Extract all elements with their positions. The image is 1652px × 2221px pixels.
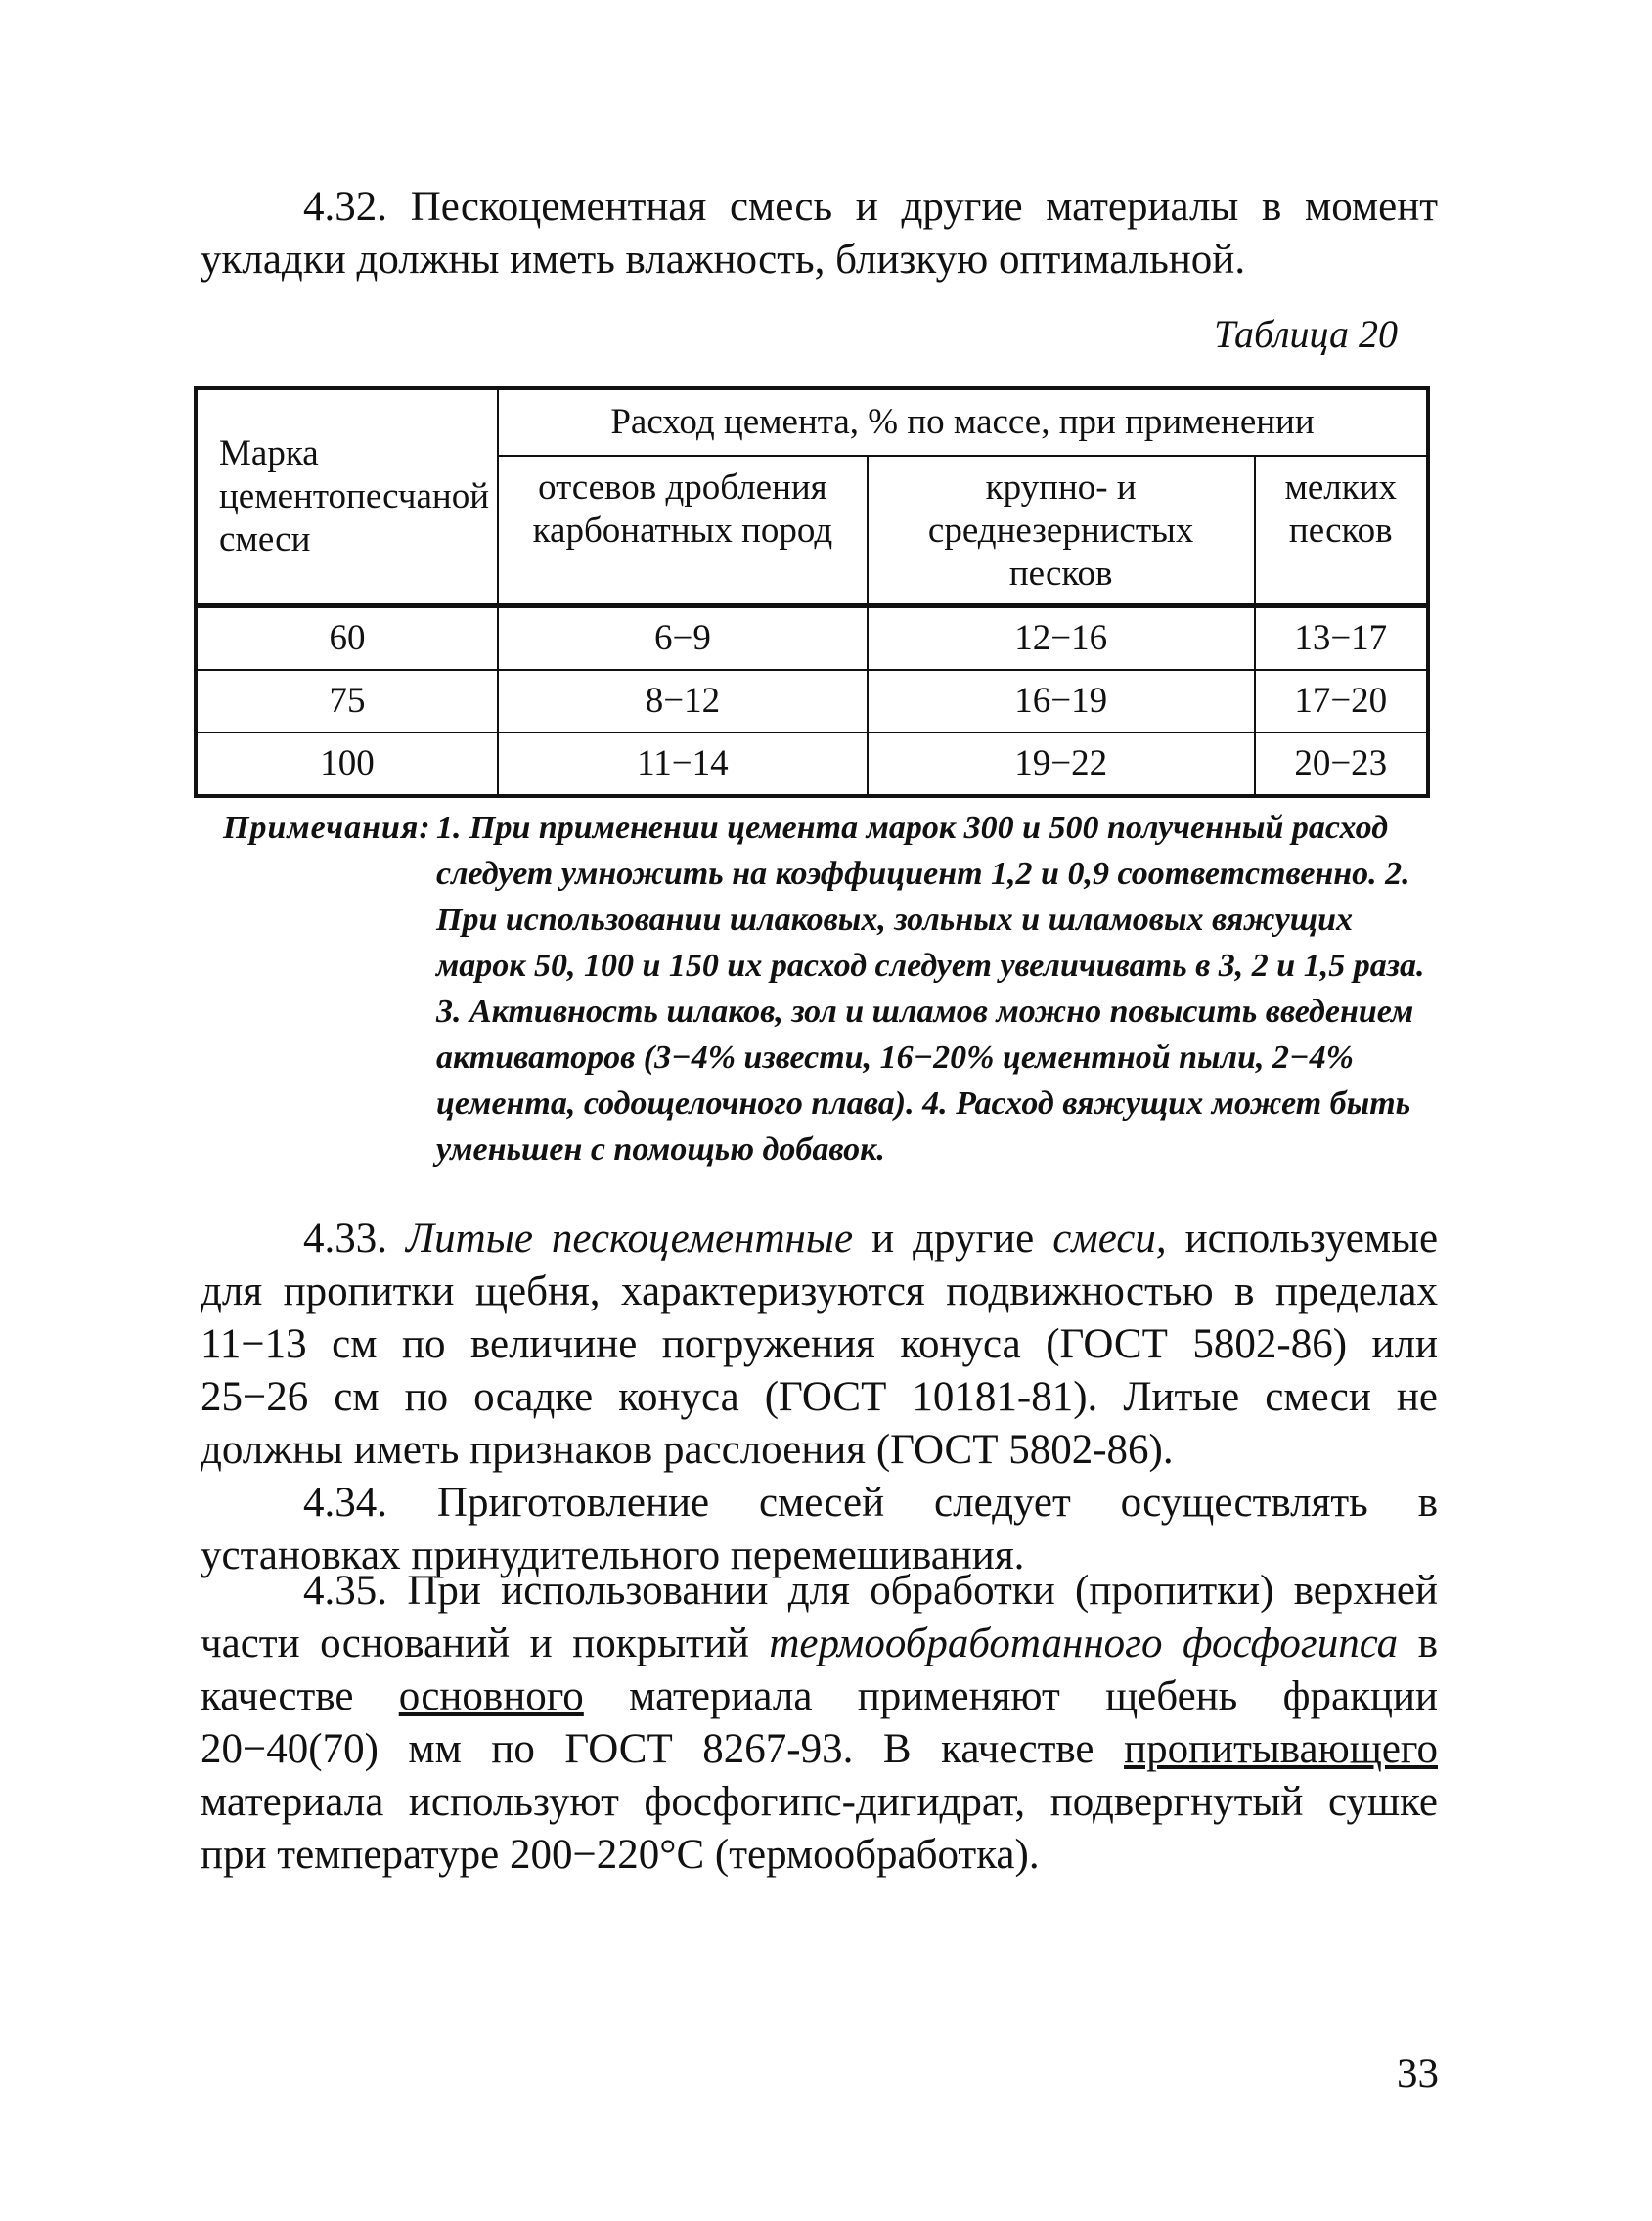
table-caption: Таблица 20 [1214, 312, 1398, 356]
emphasis-text: смеси, [1052, 1216, 1167, 1262]
para-text: в качестве [201, 1621, 1439, 1719]
page-number: 33 [1397, 2051, 1439, 2097]
cell-value: 8−12 [498, 670, 868, 733]
cell-value: 6−9 [498, 606, 868, 671]
cell-mark: 60 [196, 606, 498, 671]
para-text: материала используют фосфогипс-дигидрат, подвергнутый сушке при температуре 200−220°С (термообработка). [201, 1779, 1438, 1878]
header-fine-sands: мелких песков [1255, 456, 1429, 606]
cell-value: 16−19 [868, 670, 1255, 733]
underlined-text: пропитывающего [1124, 1726, 1438, 1772]
table-row [196, 670, 1428, 733]
table-row [196, 606, 1428, 671]
paragraph-4-34: 4.34. Приготовление смесей следует осуществлять в установках принудительного перемешивания. [201, 1480, 1438, 1578]
para-number: 4.33. [303, 1216, 387, 1262]
emphasis-text: Литые пескоцементные [406, 1216, 854, 1262]
header-carbonate-screenings: отсевов дробления карбонатных пород [498, 456, 868, 606]
cell-value: 20−23 [1255, 733, 1429, 796]
cell-mark: 75 [196, 670, 498, 733]
cell-mark: 100 [196, 733, 498, 796]
para-text: и другие [871, 1216, 1035, 1262]
table-row [196, 733, 1428, 796]
para-text: используемые для пропитки щебня, характеризуются подвижностью в пределах 11−13 см по величине погружения конуса (ГОСТ 5802-86) или 25−26 см по осадке конуса (ГОСТ 10181-81). Литые смеси не должны иметь признаков расслоения (ГОСТ 5802-86). [201, 1216, 1439, 1473]
underlined-text: основного [398, 1673, 584, 1719]
para-text: материала применяют щебень фракции 20−40(70) мм по ГОСТ 8267-93. В качестве [201, 1673, 1439, 1772]
table-notes [223, 805, 1436, 1173]
notes-label: Примечания: [223, 810, 431, 846]
para-text: 4.35. При использовании для обработки (пропитки) верхней части оснований и покрытий [201, 1568, 1438, 1666]
cell-value: 12−16 [868, 606, 1255, 671]
cell-value: 11−14 [498, 733, 868, 796]
header-mark: Марка цементопесчаной смеси [196, 388, 498, 606]
header-cement-consumption: Расход цемента, % по массе, при применении [498, 388, 1428, 456]
header-coarse-sands: крупно- и среднезернистых песков [868, 456, 1255, 606]
paragraph-4-32: 4.32. Пескоцементная смесь и другие материалы в момент укладки должны иметь влажность, близкую оптимальной. [201, 184, 1438, 283]
notes-text: 1. При применении цемента марок 300 и 500 полученный расход следует умножить на коэффициент 1,2 и 0,9 соответственно. 2. При использовании шлаковых, зольных и шламовых вяжущих марок 50, 100 и 150 их расход следует увеличивать в 3, 2 и 1,5 раза. 3. Активность шлаков, зол и шламов можно повысить введением активаторов (3−4% извести, 16−20% цементной пыли, 2−4% цемента, содощелочного плава). 4. Расход вяжущих может быть уменьшен с помощью добавок. [436, 810, 1425, 1168]
paragraph-4-33 [201, 1213, 1438, 1477]
paragraph-4-35 [201, 1565, 1438, 1882]
cell-value: 19−22 [868, 733, 1255, 796]
cell-value: 13−17 [1255, 606, 1429, 671]
emphasis-text: термообработанного фосфогипса [769, 1621, 1399, 1666]
table-20 [194, 386, 1430, 798]
cell-value: 17−20 [1255, 670, 1429, 733]
